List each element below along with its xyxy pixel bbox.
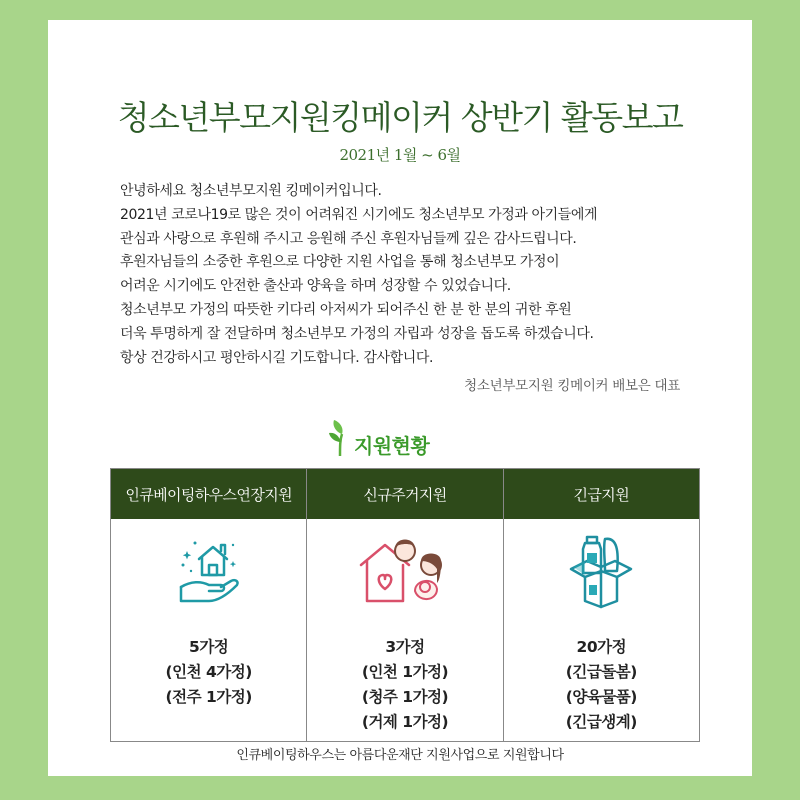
support-table — [110, 468, 700, 742]
letter-line: 어려운 시기에도 안전한 출산과 양육을 하며 성장할 수 있었습니다. — [120, 278, 511, 295]
page-title: 청소년부모지원킹메이커 상반기 활동보고 — [117, 98, 683, 137]
region-breakdown: (인천 4가정) — [165, 663, 252, 681]
report-period: 2021년 1월 ~ 6월 — [339, 146, 461, 164]
family-count: 20가정 — [576, 638, 627, 656]
greeting-letter — [120, 180, 700, 370]
support-status-heading — [326, 418, 486, 468]
support-column-housing — [306, 469, 502, 741]
family-house-icon — [355, 531, 455, 615]
support-column-emergency — [503, 469, 699, 741]
letter-line: 항상 건강하시고 평안하시길 기도합니다. 감사합니다. — [120, 349, 434, 366]
letter-line: 안녕하세요 청소년부모지원 킹메이커입니다. — [120, 183, 382, 199]
column-header: 긴급지원 — [504, 469, 699, 519]
section-title: 지원현황 — [354, 434, 430, 458]
grocery-box-icon — [561, 531, 641, 615]
column-figures — [307, 635, 502, 735]
house-in-hand-icon — [169, 531, 249, 615]
column-header: 인큐베이팅하우스연장지원 — [111, 469, 306, 519]
support-type: (긴급생계) — [565, 713, 637, 731]
letter-line: 청소년부모 가정의 따뜻한 키다리 아저씨가 되어주신 한 분 한 분의 귀한 후원 — [120, 301, 572, 318]
sprout-icon — [326, 418, 356, 458]
column-figures — [111, 635, 306, 710]
column-figures — [504, 635, 699, 735]
region-breakdown: (전주 1가정) — [165, 688, 252, 706]
region-breakdown: (거제 1가정) — [361, 713, 449, 731]
support-type: (긴급돌봄) — [565, 663, 637, 681]
footnote: 인큐베이팅하우스는 아름다운재단 지원사업으로 지원합니다 — [236, 748, 564, 763]
letter-line: 관심과 사랑으로 후원해 주시고 응원해 주신 후원자님들께 깊은 감사드립니다. — [120, 230, 577, 247]
support-type: (양육물품) — [565, 688, 637, 706]
report-card — [48, 20, 752, 776]
letter-line: 후원자님들의 소중한 후원으로 다양한 지원 사업을 통해 청소년부모 가정이 — [120, 254, 560, 271]
region-breakdown: (청주 1가정) — [361, 688, 449, 706]
family-count: 3가정 — [385, 638, 425, 656]
support-column-incubating — [111, 469, 306, 741]
signature: 청소년부모지원 킹메이커 배보은 대표 — [464, 378, 680, 394]
region-breakdown: (인천 1가정) — [361, 663, 449, 681]
letter-line: 2021년 코로나19로 많은 것이 어려워진 시기에도 청소년부모 가정과 아기들에게 — [120, 206, 598, 223]
family-count: 5가정 — [189, 638, 229, 656]
column-header: 신규주거지원 — [307, 469, 502, 519]
letter-line: 더욱 투명하게 잘 전달하며 청소년부모 가정의 자립과 성장을 돕도록 하겠습니다. — [120, 325, 594, 342]
